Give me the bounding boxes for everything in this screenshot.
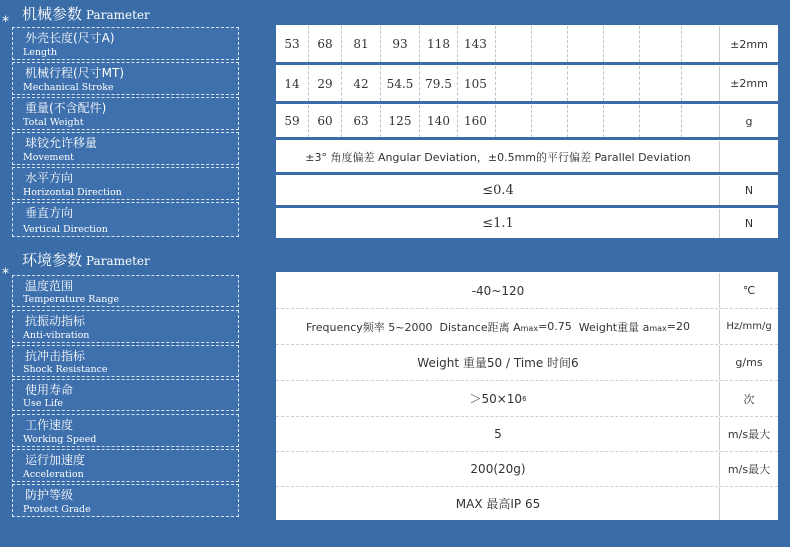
speed-value: 5 [494, 427, 502, 441]
mech-title-cn: 机械参数 [22, 5, 83, 23]
empty-cell [568, 105, 604, 137]
table-row [276, 308, 778, 344]
env-title-cn: 环境参数 [22, 251, 83, 269]
label-cn: 垂直方向 [25, 206, 74, 220]
label-en: Use Life [23, 398, 64, 409]
table-row [276, 272, 778, 308]
table-row [276, 451, 778, 486]
unit-cell [719, 141, 778, 172]
env-section-title [6, 249, 150, 270]
life-value [276, 381, 720, 416]
table-cell: 81 [342, 26, 381, 62]
label-vibration [12, 310, 239, 343]
movement-text: ±3° 角度偏差 Angular Deviation，±0.5mm的平行偏差 Parallel Deviation [305, 150, 691, 164]
table-cell: 160 [458, 105, 496, 137]
label-cn: 运行加速度 [25, 453, 86, 467]
empty-cell [496, 105, 532, 137]
label-acceleration [12, 449, 239, 482]
label-en: Vertical Direction [23, 224, 108, 235]
table-cell: 59 [276, 105, 309, 137]
empty-cell [604, 26, 640, 62]
label-cn: 水平方向 [25, 171, 74, 185]
table-cell: 14 [276, 66, 309, 101]
label-length [12, 27, 239, 60]
label-cn: 机械行程(尺寸MT) [25, 66, 125, 80]
empty-cell [640, 66, 682, 101]
unit-cell: 次 [719, 381, 778, 416]
vib-distance: Distance距离 A [439, 320, 521, 334]
table-cell: 54.5 [381, 66, 420, 101]
temp-value: -40~120 [471, 283, 525, 298]
label-cn: 使用寿命 [25, 383, 74, 397]
star-icon: * [2, 266, 9, 282]
env-title-en: Parameter [86, 254, 150, 268]
life-exponent: 6 [522, 394, 527, 403]
label-cn: 抗振动指标 [25, 314, 86, 328]
table-cell: 63 [342, 105, 381, 137]
label-cn: 重量(不含配件) [25, 101, 107, 115]
life-text: ＞50×10 [469, 392, 523, 406]
label-en: Working Speed [23, 434, 97, 445]
empty-cell [604, 66, 640, 101]
empty-cell [496, 26, 532, 62]
table-row [276, 416, 778, 451]
empty-cell [682, 66, 720, 101]
vertical-value: ≤1.1 [482, 216, 514, 231]
label-stroke [12, 62, 239, 95]
vib-frequency: Frequency频率 5~2000 [305, 320, 433, 334]
label-life [12, 379, 239, 411]
table-cell: 143 [458, 26, 496, 62]
label-temperature [12, 275, 239, 307]
label-cn: 温度范围 [25, 279, 74, 293]
vib-distance-val: =0.75 [538, 320, 572, 333]
unit-cell: m/s最大 [719, 452, 778, 486]
vib-weight-val: =20 [666, 320, 691, 333]
empty-cell [568, 26, 604, 62]
label-en: Temperature Range [23, 294, 120, 305]
table-cell: 79.5 [420, 66, 458, 101]
label-cn: 工作速度 [25, 418, 74, 432]
unit-cell: Hz/mm/g [719, 309, 778, 344]
table-row [276, 380, 778, 416]
grade-value: MAX 最高IP 65 [455, 497, 541, 511]
horizontal-value: ≤0.4 [482, 183, 514, 198]
unit-cell: g [719, 105, 778, 137]
label-cn: 外壳长度(尺寸A) [25, 31, 115, 45]
table-row [276, 25, 778, 62]
empty-cell [568, 66, 604, 101]
table-cell: 53 [276, 26, 309, 62]
empty-cell [532, 26, 568, 62]
empty-cell [682, 105, 720, 137]
mech-section-title [6, 3, 150, 24]
vib-weight-sub: max [649, 324, 667, 333]
mech-table [276, 25, 778, 238]
vib-distance-sub: max [520, 324, 539, 333]
table-cell: 118 [420, 26, 458, 62]
table-cell: 140 [420, 105, 458, 137]
label-speed [12, 414, 239, 447]
label-weight [12, 97, 239, 130]
vib-weight: Weight重量 a [578, 320, 650, 334]
label-horizontal [12, 167, 239, 200]
label-en: Mechanical Stroke [23, 82, 114, 93]
label-cn: 抗冲击指标 [25, 349, 86, 363]
table-row [276, 486, 778, 520]
unit-cell: ±2mm [719, 66, 778, 101]
env-table [276, 272, 778, 520]
label-en: Horizontal Direction [23, 187, 122, 198]
table-cell: 105 [458, 66, 496, 101]
table-row [276, 104, 778, 137]
star-icon: * [2, 14, 9, 30]
mech-title-en: Parameter [86, 8, 150, 22]
table-row [276, 175, 778, 205]
label-movement [12, 132, 239, 165]
table-cell: 60 [309, 105, 342, 137]
unit-cell: N [719, 176, 778, 205]
label-en: Shock Resistance [23, 364, 108, 375]
label-cn: 防护等级 [25, 488, 74, 502]
table-cell: 93 [381, 26, 420, 62]
unit-cell: N [719, 209, 778, 238]
empty-cell [640, 105, 682, 137]
empty-cell [604, 105, 640, 137]
label-vertical [12, 202, 239, 237]
unit-cell: m/s最大 [719, 417, 778, 451]
label-en: Acceleration [23, 469, 84, 480]
empty-cell [496, 66, 532, 101]
empty-cell [532, 66, 568, 101]
label-cn: 球铰允许移量 [25, 136, 98, 150]
label-shock [12, 345, 239, 377]
label-en: Protect Grade [23, 504, 91, 515]
shock-value: Weight 重量50 / Time 时间6 [417, 356, 579, 370]
accel-value: 200(20g) [470, 462, 526, 476]
unit-cell: ±2mm [719, 26, 778, 62]
table-cell: 125 [381, 105, 420, 137]
label-en: Anti-vibration [23, 330, 90, 341]
table-row [276, 208, 778, 238]
empty-cell [640, 26, 682, 62]
vibration-value [276, 309, 720, 344]
unit-cell: g/ms [719, 345, 778, 380]
table-cell: 42 [342, 66, 381, 101]
table-row [276, 65, 778, 101]
label-en: Movement [23, 152, 75, 163]
label-en: Length [23, 47, 58, 58]
unit-cell [719, 487, 778, 520]
empty-cell [532, 105, 568, 137]
table-row [276, 140, 778, 172]
table-cell: 68 [309, 26, 342, 62]
table-cell: 29 [309, 66, 342, 101]
table-row [276, 344, 778, 380]
unit-cell: ℃ [719, 273, 778, 308]
empty-cell [682, 26, 720, 62]
label-protect [12, 484, 239, 517]
label-en: Total Weight [23, 117, 84, 128]
